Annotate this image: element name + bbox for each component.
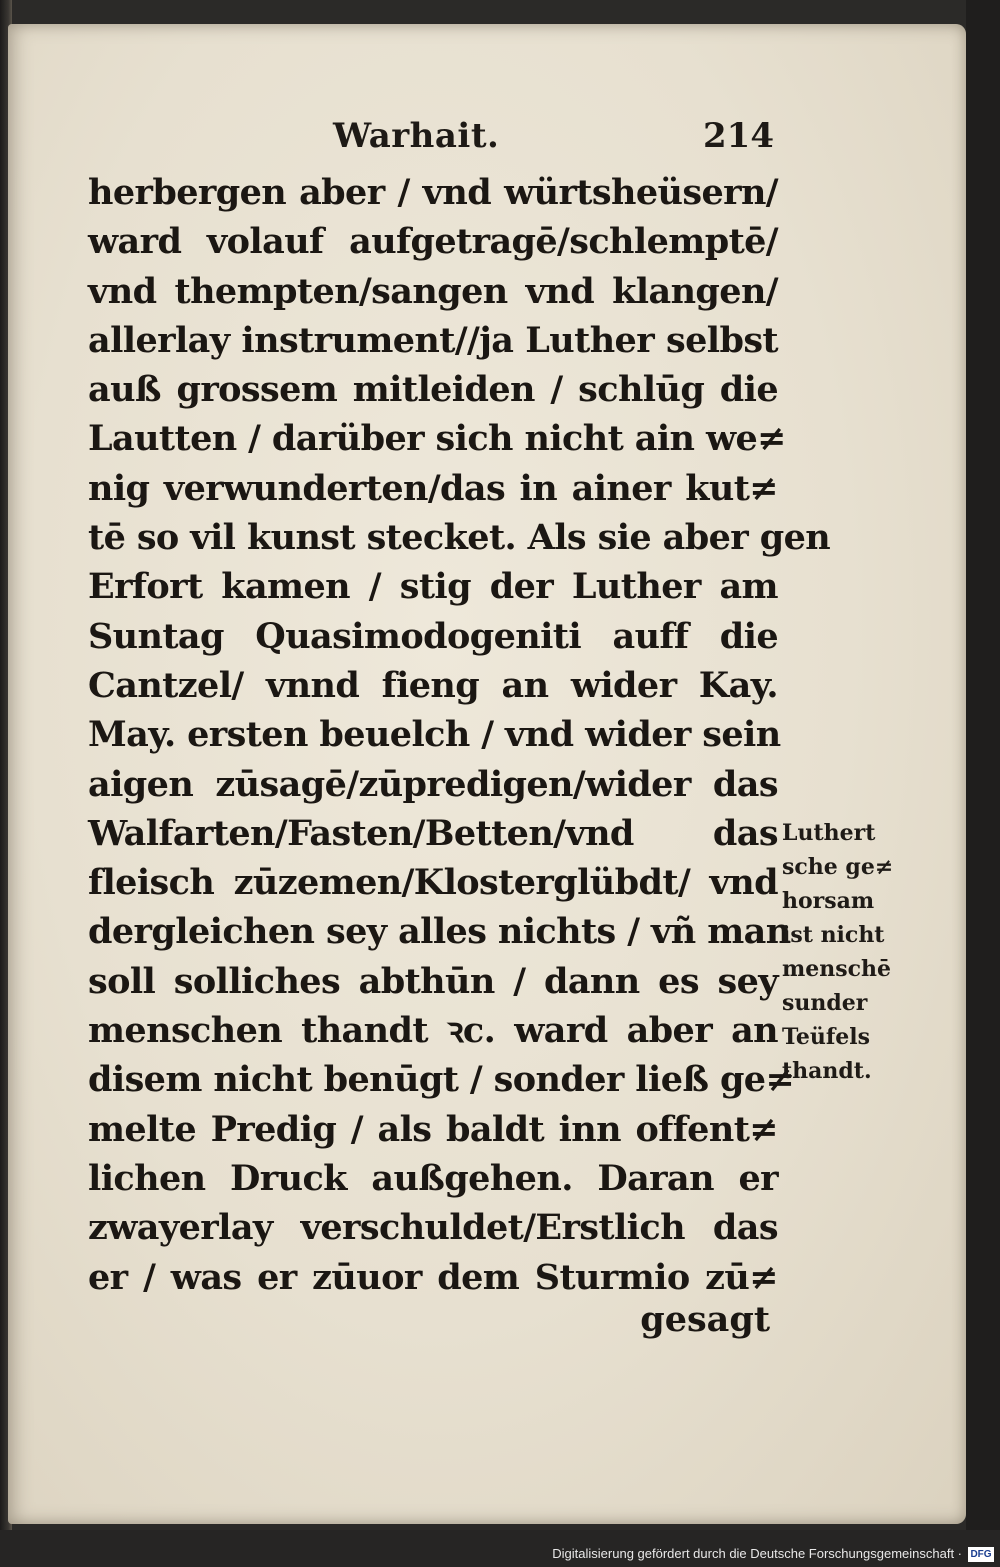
marginal-note-line: ist nicht [782, 922, 885, 948]
text-line: Erfort kamen / stig der Luther am [88, 566, 778, 608]
text-line: melte Predig / als baldt inn offent≠ [88, 1108, 778, 1150]
marginal-note-line: Teüfels [782, 1024, 871, 1050]
text-line: menschen thandt ꝛc. ward aber an [88, 1010, 778, 1052]
text-line: dergleichen sey alles nichts / vñ man [88, 911, 791, 953]
footer-bar [0, 1530, 1000, 1567]
text-line: allerlay instrument//ja Luther selbst [88, 319, 778, 361]
running-head: Warhait. [333, 116, 500, 156]
book-page [8, 24, 966, 1524]
page-header [88, 116, 778, 166]
text-line: er / was er zūuor dem Sturmio zū≠ [88, 1256, 778, 1298]
text-line: lichen Druck außgehen. Daran er [88, 1157, 778, 1199]
text-line: tē so vil kunst stecket. Als sie aber gen [88, 517, 831, 559]
text-line: May. ersten beuelch / vnd wider sein [88, 714, 781, 756]
text-line: Cantzel/ vnnd fieng an wider Kay. [88, 664, 778, 706]
dfg-logo-icon: DFG [968, 1547, 994, 1562]
catchword: gesagt [640, 1299, 770, 1340]
text-line: Suntag Quasimodogeniti auff die [88, 615, 778, 657]
text-line: fleisch zūzemen/Klosterglübdt/ vnd [88, 862, 778, 904]
text-line: zwayerlay verschuldet/Erstlich das [88, 1207, 778, 1249]
text-line: disem nicht benūgt / sonder ließ ge≠ [88, 1059, 795, 1101]
marginal-note-line: Luthert [782, 820, 876, 846]
text-line: herbergen aber / vnd würtsheüsern/ [88, 172, 778, 213]
marginal-note-line: horsam [782, 888, 875, 914]
text-line: Lautten / darüber sich nicht ain we≠ [88, 418, 786, 460]
scan-background-strip [966, 0, 1000, 1530]
marginal-note-line: sunder [782, 990, 868, 1016]
text-line: ward volauf aufgetragē/schlemptē/ [88, 221, 778, 263]
funding-credit: Digitalisierung gefördert durch die Deutsche Forschungsgemeinschaft · [552, 1546, 962, 1561]
marginal-note-line: thandt. [782, 1058, 872, 1084]
page-number: 214 [703, 116, 774, 156]
marginal-note [782, 816, 912, 1088]
marginal-note-line: sche ge≠ [782, 854, 894, 880]
marginal-note-line: menschē [782, 956, 892, 982]
text-line: soll solliches abthūn / dann es sey [88, 960, 778, 1002]
text-line: Walfarten/Fasten/Betten/vnd das [88, 812, 778, 854]
text-line: auß grossem mitleiden / schlūg die [88, 369, 778, 411]
text-line: nig verwunderten/das in ainer kut≠ [88, 467, 778, 509]
text-line: vnd thempten/sangen vnd klangen/ [88, 270, 778, 312]
text-line: aigen zūsagē/zūpredigen/wider das [88, 763, 778, 805]
